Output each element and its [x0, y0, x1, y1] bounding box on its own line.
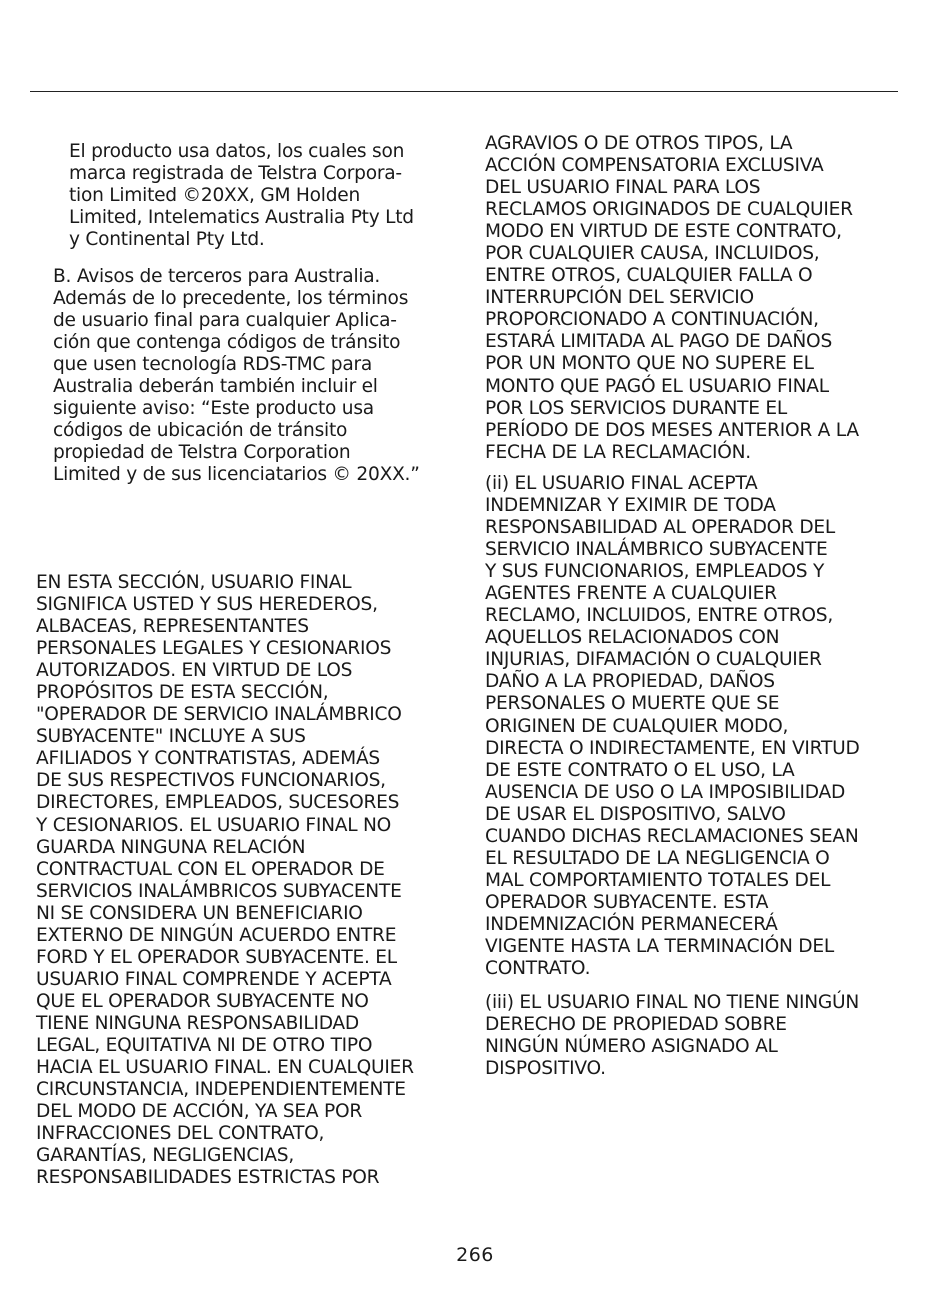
text-line: DEL USUARIO FINAL PARA LOS	[485, 177, 761, 199]
text-line: Australia deberán también incluir el	[53, 376, 378, 398]
text-line: PERÍODO DE DOS MESES ANTERIOR A LA	[485, 419, 859, 441]
text-line: Limited y de sus licenciatarios © 20XX.”	[53, 464, 420, 486]
text-line: AQUELLOS RELACIONADOS CON	[485, 627, 780, 649]
text-line: SUBYACENTE" INCLUYE A SUS	[36, 726, 306, 748]
text-line: ESTARÁ LIMITADA AL PAGO DE DAÑOS	[485, 331, 832, 353]
text-line: AUSENCIA DE USO O LA IMPOSIBILIDAD	[485, 781, 846, 803]
data-copyright-paragraph	[69, 141, 414, 251]
text-line: QUE EL OPERADOR SUBYACENTE NO	[36, 990, 369, 1012]
text-line: DE USAR EL DISPOSITIVO, SALVO	[485, 803, 786, 825]
text-line: POR UN MONTO QUE NO SUPERE EL	[485, 353, 814, 375]
end-user-definition-paragraph	[36, 572, 414, 1189]
text-line: "OPERADOR DE SERVICIO INALÁMBRICO	[36, 704, 402, 726]
text-line: (ii) EL USUARIO FINAL ACEPTA	[485, 473, 758, 494]
text-line: DISPOSITIVO.	[485, 1058, 606, 1080]
text-line: Y CESIONARIOS. EL USUARIO FINAL NO	[36, 814, 392, 836]
text-line: HACIA EL USUARIO FINAL. EN CUALQUIER	[36, 1057, 414, 1079]
text-line: NINGÚN NÚMERO ASIGNADO AL	[485, 1036, 778, 1058]
text-line: marca registrada de Telstra Corpora-	[69, 163, 402, 185]
text-line: INJURIAS, DIFAMACIÓN O CUALQUIER	[485, 649, 822, 671]
text-line: POR LOS SERVICIOS DURANTE EL	[485, 397, 788, 419]
text-line: EN ESTA SECCIÓN, USUARIO FINAL	[36, 572, 352, 593]
text-line: tion Limited ©20XX, GM Holden	[69, 185, 360, 207]
text-line: RECLAMOS ORIGINADOS DE CUALQUIER	[485, 199, 853, 221]
text-line: PERSONALES LEGALES Y CESIONARIOS	[36, 638, 392, 660]
text-line: GUARDA NINGUNA RELACIÓN	[36, 836, 306, 858]
text-line: RESPONSABILIDADES ESTRICTAS POR	[36, 1167, 380, 1189]
text-line: MONTO QUE PAGÓ EL USUARIO FINAL	[485, 375, 829, 397]
text-line: RESPONSABILIDAD AL OPERADOR DEL	[485, 517, 836, 539]
text-line: VIGENTE HASTA LA TERMINACIÓN DEL	[485, 935, 834, 957]
text-line: USUARIO FINAL COMPRENDE Y ACEPTA	[36, 968, 392, 990]
text-line: Además de lo precedente, los términos	[53, 288, 409, 310]
text-line: CUANDO DICHAS RECLAMACIONES SEAN	[485, 825, 859, 847]
text-line: AGRAVIOS O DE OTROS TIPOS, LA	[485, 133, 793, 154]
text-line: POR CUALQUIER CAUSA, INCLUIDOS,	[485, 243, 820, 265]
text-line: ORIGINEN DE CUALQUIER MODO,	[485, 715, 789, 737]
text-line: EXTERNO DE NINGÚN ACUERDO ENTRE	[36, 924, 397, 946]
text-line: B. Avisos de terceros para Australia.	[53, 266, 381, 287]
text-line: TIENE NINGUNA RESPONSABILIDAD	[36, 1012, 359, 1034]
text-line: PROPÓSITOS DE ESTA SECCIÓN,	[36, 682, 329, 704]
text-line: FECHA DE LA RECLAMACIÓN.	[485, 441, 751, 463]
text-line: INDEMNIZACIÓN PERMANECERÁ	[485, 913, 778, 935]
text-line: y Continental Pty Ltd.	[69, 229, 265, 251]
text-line: SERVICIOS INALÁMBRICOS SUBYACENTE	[36, 880, 402, 902]
text-line: CIRCUNSTANCIA, INDEPENDIENTEMENTE	[36, 1079, 406, 1101]
text-line: DE SUS RESPECTIVOS FUNCIONARIOS,	[36, 770, 386, 792]
text-line: DE ESTE CONTRATO O EL USO, LA	[485, 759, 795, 781]
text-line: Limited, Intelematics Australia Pty Ltd	[69, 207, 414, 229]
text-line: MODO EN VIRTUD DE ESTE CONTRATO,	[485, 221, 842, 243]
text-line: NI SE CONSIDERA UN BENEFICIARIO	[36, 902, 363, 924]
text-line: INTERRUPCIÓN DEL SERVICIO	[485, 287, 754, 309]
text-line: DAÑO A LA PROPIEDAD, DAÑOS	[485, 671, 775, 693]
text-line: SIGNIFICA USTED Y SUS HEREDEROS,	[36, 594, 378, 616]
page-number: 266	[456, 1244, 494, 1266]
text-line: GARANTÍAS, NEGLIGENCIAS,	[36, 1145, 294, 1167]
text-line: PROPORCIONADO A CONTINUACIÓN,	[485, 309, 819, 331]
text-line: RECLAMO, INCLUIDOS, ENTRE OTROS,	[485, 605, 833, 627]
text-line: ción que contenga códigos de tránsito	[53, 332, 401, 354]
text-line: INFRACCIONES DEL CONTRATO,	[36, 1123, 325, 1145]
text-line: DIRECTA O INDIRECTAMENTE, EN VIRTUD	[485, 737, 860, 759]
text-line: de usuario final para cualquier Aplica-	[53, 310, 397, 332]
text-line: que usen tecnología RDS-TMC para	[53, 354, 373, 376]
indemnification-paragraph	[485, 473, 860, 980]
text-line: CONTRACTUAL CON EL OPERADOR DE	[36, 858, 385, 880]
text-line: INDEMNIZAR Y EXIMIR DE TODA	[485, 495, 776, 517]
text-line: El producto usa datos, los cuales son	[69, 141, 405, 162]
text-line: siguiente aviso: “Este producto usa	[53, 398, 374, 420]
text-line: CONTRATO.	[485, 958, 591, 980]
text-line: Y SUS FUNCIONARIOS, EMPLEADOS Y	[485, 561, 825, 583]
text-line: DIRECTORES, EMPLEADOS, SUCESORES	[36, 792, 400, 814]
text-line: AUTORIZADOS. EN VIRTUD DE LOS	[36, 660, 353, 682]
text-line: SERVICIO INALÁMBRICO SUBYACENTE	[485, 539, 828, 561]
text-line: AGENTES FRENTE A CUALQUIER	[485, 583, 777, 605]
text-line: ACCIÓN COMPENSATORIA EXCLUSIVA	[485, 155, 824, 177]
text-line: FORD Y EL OPERADOR SUBYACENTE. EL	[36, 946, 397, 968]
text-line: DEL MODO DE ACCIÓN, YA SEA POR	[36, 1101, 363, 1123]
text-line: AFILIADOS Y CONTRATISTAS, ADEMÁS	[36, 748, 380, 770]
text-line: MAL COMPORTAMIENTO TOTALES DEL	[485, 869, 831, 891]
header-rule	[30, 91, 898, 92]
text-line: ENTRE OTROS, CUALQUIER FALLA O	[485, 265, 813, 287]
australia-notice-paragraph	[53, 266, 420, 486]
text-line: OPERADOR SUBYACENTE. ESTA	[485, 891, 769, 913]
text-line: propiedad de Telstra Corporation	[53, 442, 351, 464]
text-line: DERECHO DE PROPIEDAD SOBRE	[485, 1014, 787, 1036]
number-ownership-paragraph	[485, 992, 859, 1080]
text-line: (iii) EL USUARIO FINAL NO TIENE NINGÚN	[485, 992, 860, 1013]
compensation-limit-paragraph	[485, 133, 859, 464]
text-line: ALBACEAS, REPRESENTANTES	[36, 616, 309, 638]
text-line: PERSONALES O MUERTE QUE SE	[485, 693, 780, 715]
text-line: EL RESULTADO DE LA NEGLIGENCIA O	[485, 847, 830, 869]
text-line: LEGAL, EQUITATIVA NI DE OTRO TIPO	[36, 1034, 373, 1056]
text-line: códigos de ubicación de tránsito	[53, 420, 348, 442]
